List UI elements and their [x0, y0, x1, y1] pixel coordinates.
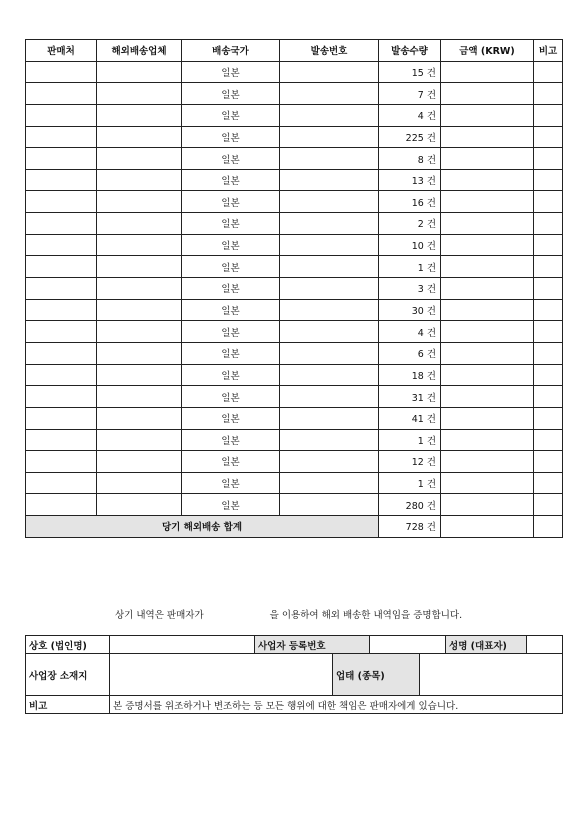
type-value	[420, 654, 563, 696]
header-carrier: 해외배송업체	[97, 40, 182, 62]
total-note	[534, 516, 563, 538]
tracking-number-cell	[280, 472, 379, 494]
country-cell: 일본	[182, 429, 280, 451]
table-row	[26, 364, 563, 386]
quantity-cell: 16 건	[379, 191, 441, 213]
quantity-cell: 225 건	[379, 126, 441, 148]
tracking-number-cell	[280, 256, 379, 278]
seller-cell	[26, 61, 97, 83]
amount-cell	[441, 191, 534, 213]
tracking-number-cell	[280, 169, 379, 191]
table-row	[26, 407, 563, 429]
tracking-number-cell	[280, 386, 379, 408]
quantity-cell: 8 건	[379, 148, 441, 170]
table-row	[26, 169, 563, 191]
reg-no-value	[370, 636, 446, 654]
amount-cell	[441, 429, 534, 451]
country-cell: 일본	[182, 256, 280, 278]
seller-cell	[26, 451, 97, 473]
seller-cell	[26, 83, 97, 105]
seller-cell	[26, 191, 97, 213]
note-cell	[534, 234, 563, 256]
note-cell	[534, 364, 563, 386]
amount-cell	[441, 256, 534, 278]
amount-cell	[441, 321, 534, 343]
country-cell: 일본	[182, 451, 280, 473]
country-cell: 일본	[182, 386, 280, 408]
table-row	[26, 213, 563, 235]
tracking-number-cell	[280, 299, 379, 321]
business-row-3	[26, 696, 563, 714]
country-cell: 일본	[182, 169, 280, 191]
header-amount: 금액 (KRW)	[441, 40, 534, 62]
note-cell	[534, 407, 563, 429]
header-country: 배송국가	[182, 40, 280, 62]
amount-cell	[441, 342, 534, 364]
tracking-number-cell	[280, 83, 379, 105]
quantity-cell: 12 건	[379, 451, 441, 473]
amount-cell	[441, 169, 534, 191]
statement-part2: 을 이용하여 해외 배송한 내역임을 증명합니다.	[269, 610, 463, 621]
note-cell	[534, 83, 563, 105]
company-label: 상호 (법인명)	[26, 636, 110, 654]
country-cell: 일본	[182, 321, 280, 343]
tracking-number-cell	[280, 213, 379, 235]
table-row	[26, 256, 563, 278]
carrier-cell	[97, 407, 182, 429]
country-cell: 일본	[182, 342, 280, 364]
carrier-cell	[97, 61, 182, 83]
quantity-cell: 2 건	[379, 213, 441, 235]
tracking-number-cell	[280, 342, 379, 364]
country-cell: 일본	[182, 407, 280, 429]
country-cell: 일본	[182, 364, 280, 386]
business-row-2	[26, 654, 563, 696]
note-cell	[534, 321, 563, 343]
quantity-cell: 13 건	[379, 169, 441, 191]
note-cell	[534, 148, 563, 170]
shipping-table	[25, 39, 563, 538]
type-label: 업태 (종목)	[333, 654, 420, 696]
seller-cell	[26, 364, 97, 386]
reg-no-label: 사업자 등록번호	[255, 636, 370, 654]
note-cell	[534, 169, 563, 191]
table-row	[26, 104, 563, 126]
header-tracking-number: 발송번호	[280, 40, 379, 62]
table-row	[26, 429, 563, 451]
carrier-cell	[97, 148, 182, 170]
table-row	[26, 126, 563, 148]
amount-cell	[441, 451, 534, 473]
header-seller: 판매처	[26, 40, 97, 62]
quantity-cell: 18 건	[379, 364, 441, 386]
seller-cell	[26, 321, 97, 343]
amount-cell	[441, 299, 534, 321]
table-row	[26, 234, 563, 256]
country-cell: 일본	[182, 299, 280, 321]
carrier-cell	[97, 213, 182, 235]
seller-cell	[26, 342, 97, 364]
seller-cell	[26, 104, 97, 126]
seller-cell	[26, 148, 97, 170]
quantity-cell: 31 건	[379, 386, 441, 408]
table-row	[26, 386, 563, 408]
seller-cell	[26, 429, 97, 451]
carrier-cell	[97, 126, 182, 148]
carrier-cell	[97, 364, 182, 386]
carrier-cell	[97, 83, 182, 105]
header-note: 비고	[534, 40, 563, 62]
amount-cell	[441, 494, 534, 516]
country-cell: 일본	[182, 148, 280, 170]
quantity-cell: 10 건	[379, 234, 441, 256]
carrier-cell	[97, 104, 182, 126]
amount-cell	[441, 407, 534, 429]
note-cell	[534, 494, 563, 516]
address-label: 사업장 소재지	[26, 654, 110, 696]
business-info-table	[25, 635, 563, 714]
carrier-cell	[97, 494, 182, 516]
table-row	[26, 148, 563, 170]
total-label: 당기 해외배송 합계	[26, 516, 379, 538]
amount-cell	[441, 213, 534, 235]
note-cell	[534, 191, 563, 213]
quantity-cell: 1 건	[379, 256, 441, 278]
quantity-cell: 7 건	[379, 83, 441, 105]
tracking-number-cell	[280, 191, 379, 213]
table-row	[26, 278, 563, 300]
country-cell: 일본	[182, 126, 280, 148]
amount-cell	[441, 234, 534, 256]
quantity-cell: 15 건	[379, 61, 441, 83]
seller-cell	[26, 472, 97, 494]
seller-cell	[26, 278, 97, 300]
seller-cell	[26, 407, 97, 429]
amount-cell	[441, 148, 534, 170]
amount-cell	[441, 278, 534, 300]
table-row	[26, 451, 563, 473]
note-cell	[534, 386, 563, 408]
note-cell	[534, 256, 563, 278]
seller-cell	[26, 494, 97, 516]
table-header-row	[26, 40, 563, 62]
quantity-cell: 4 건	[379, 321, 441, 343]
country-cell: 일본	[182, 83, 280, 105]
table-row	[26, 472, 563, 494]
carrier-cell	[97, 472, 182, 494]
note-cell	[534, 342, 563, 364]
ceo-value	[527, 636, 563, 654]
address-value	[110, 654, 333, 696]
table-row	[26, 299, 563, 321]
carrier-cell	[97, 278, 182, 300]
tracking-number-cell	[280, 148, 379, 170]
company-value	[110, 636, 255, 654]
note-cell	[534, 299, 563, 321]
carrier-cell	[97, 386, 182, 408]
seller-cell	[26, 213, 97, 235]
quantity-cell: 4 건	[379, 104, 441, 126]
note-cell	[534, 126, 563, 148]
carrier-cell	[97, 256, 182, 278]
carrier-cell	[97, 429, 182, 451]
carrier-cell	[97, 299, 182, 321]
amount-cell	[441, 126, 534, 148]
amount-cell	[441, 83, 534, 105]
table-row	[26, 191, 563, 213]
tracking-number-cell	[280, 494, 379, 516]
quantity-cell: 280 건	[379, 494, 441, 516]
business-row-1	[26, 636, 563, 654]
quantity-cell: 1 건	[379, 472, 441, 494]
statement-part1: 상기 내역은 판매자가	[115, 610, 204, 621]
certification-statement	[115, 607, 462, 621]
note-cell	[534, 472, 563, 494]
note-label: 비고	[26, 696, 110, 714]
carrier-cell	[97, 234, 182, 256]
tracking-number-cell	[280, 407, 379, 429]
note-cell	[534, 451, 563, 473]
carrier-cell	[97, 321, 182, 343]
note-cell	[534, 61, 563, 83]
seller-cell	[26, 234, 97, 256]
seller-cell	[26, 169, 97, 191]
quantity-cell: 3 건	[379, 278, 441, 300]
tracking-number-cell	[280, 126, 379, 148]
tracking-number-cell	[280, 104, 379, 126]
carrier-cell	[97, 169, 182, 191]
note-cell	[534, 213, 563, 235]
table-row	[26, 61, 563, 83]
amount-cell	[441, 104, 534, 126]
amount-cell	[441, 364, 534, 386]
quantity-cell: 6 건	[379, 342, 441, 364]
country-cell: 일본	[182, 191, 280, 213]
seller-cell	[26, 299, 97, 321]
note-cell	[534, 104, 563, 126]
tracking-number-cell	[280, 451, 379, 473]
country-cell: 일본	[182, 213, 280, 235]
country-cell: 일본	[182, 494, 280, 516]
header-quantity: 발송수량	[379, 40, 441, 62]
seller-cell	[26, 386, 97, 408]
tracking-number-cell	[280, 234, 379, 256]
tracking-number-cell	[280, 364, 379, 386]
country-cell: 일본	[182, 104, 280, 126]
amount-cell	[441, 386, 534, 408]
total-row	[26, 516, 563, 538]
carrier-cell	[97, 191, 182, 213]
tracking-number-cell	[280, 429, 379, 451]
note-cell	[534, 429, 563, 451]
country-cell: 일본	[182, 61, 280, 83]
tracking-number-cell	[280, 321, 379, 343]
table-row	[26, 83, 563, 105]
carrier-cell	[97, 342, 182, 364]
table-row	[26, 494, 563, 516]
note-cell	[534, 278, 563, 300]
quantity-cell: 41 건	[379, 407, 441, 429]
carrier-cell	[97, 451, 182, 473]
ceo-label: 성명 (대표자)	[446, 636, 527, 654]
country-cell: 일본	[182, 234, 280, 256]
note-text: 본 증명서를 위조하거나 변조하는 등 모든 행위에 대한 책임은 판매자에게 있습니다.	[110, 696, 563, 714]
amount-cell	[441, 472, 534, 494]
country-cell: 일본	[182, 472, 280, 494]
table-row	[26, 321, 563, 343]
quantity-cell: 1 건	[379, 429, 441, 451]
quantity-cell: 30 건	[379, 299, 441, 321]
amount-cell	[441, 61, 534, 83]
seller-cell	[26, 256, 97, 278]
tracking-number-cell	[280, 278, 379, 300]
tracking-number-cell	[280, 61, 379, 83]
total-amount	[441, 516, 534, 538]
country-cell: 일본	[182, 278, 280, 300]
seller-cell	[26, 126, 97, 148]
table-row	[26, 342, 563, 364]
total-quantity: 728 건	[379, 516, 441, 538]
